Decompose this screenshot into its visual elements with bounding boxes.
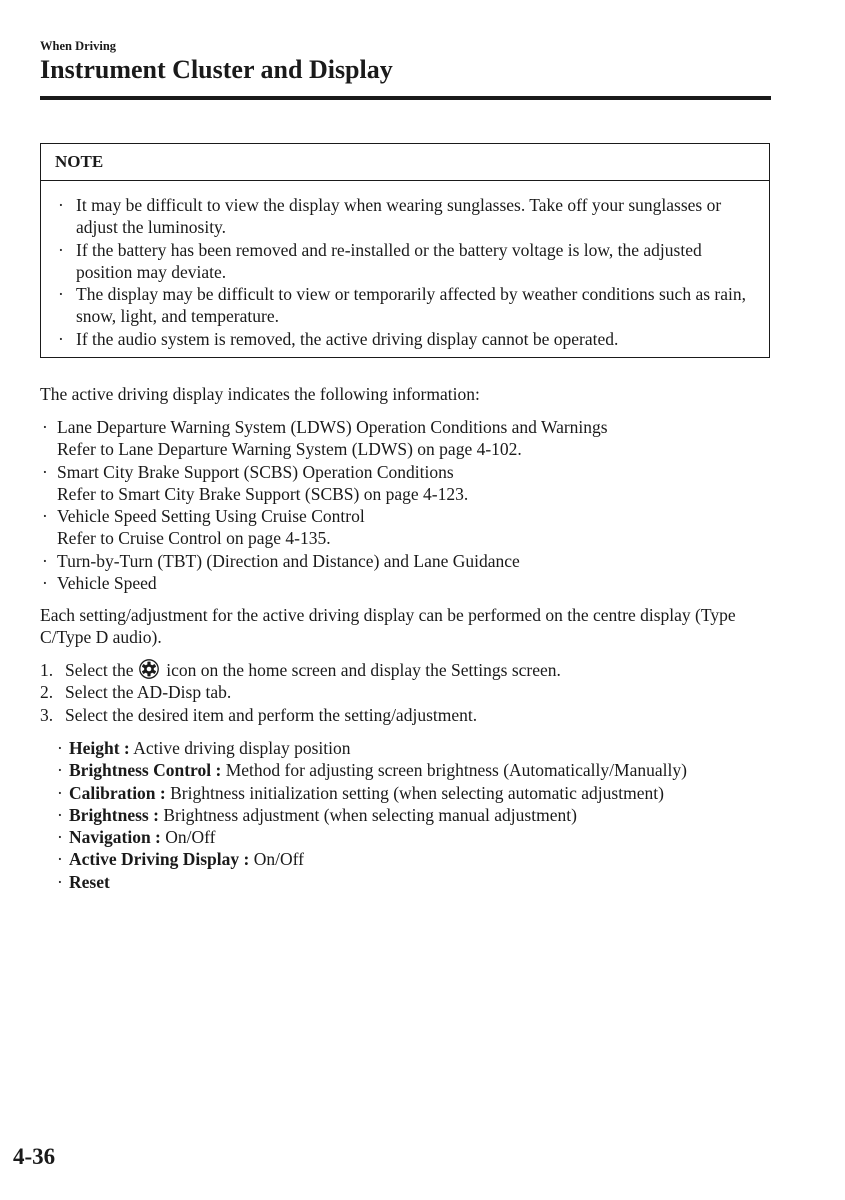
note-item bbox=[41, 328, 769, 350]
info-item bbox=[40, 505, 608, 550]
step-number: 1. bbox=[40, 660, 54, 680]
settings-item bbox=[40, 804, 687, 826]
setting-description: On/Off bbox=[253, 849, 304, 870]
settings-item bbox=[40, 759, 687, 781]
setting-name: Navigation : bbox=[69, 827, 161, 848]
info-text: Vehicle Speed bbox=[57, 573, 157, 594]
setting-name: Reset bbox=[69, 871, 110, 892]
bullet-mark: · bbox=[58, 195, 64, 215]
page-title: Instrument Cluster and Display bbox=[40, 55, 393, 84]
settings-gear-icon bbox=[139, 659, 159, 679]
note-text: If the battery has been removed and re-installed or the battery voltage is low, the adjusted position may deviate. bbox=[76, 239, 702, 282]
info-text: Smart City Brake Support (SCBS) Operation Conditions bbox=[57, 461, 454, 482]
bullet-mark: · bbox=[42, 417, 48, 437]
step-number: 2. bbox=[40, 682, 54, 703]
settings-item bbox=[40, 871, 687, 893]
step-text: Select the desired item and perform the setting/adjustment. bbox=[65, 704, 478, 725]
setting-description: Brightness adjustment (when selecting manual adjustment) bbox=[163, 804, 577, 825]
note-item bbox=[41, 239, 769, 284]
step-item bbox=[40, 681, 561, 703]
settings-intro: Each setting/adjustment for the active driving display can be performed on the centre display (Type C/Type D audio). bbox=[40, 605, 736, 648]
setting-name: Calibration : bbox=[69, 782, 166, 803]
setting-name: Brightness Control : bbox=[69, 760, 222, 781]
note-text: It may be difficult to view the display when wearing sunglasses. Take off your sunglasses or adjust the luminosity. bbox=[76, 195, 722, 238]
note-item bbox=[41, 194, 769, 239]
bullet-mark: · bbox=[57, 738, 63, 758]
bullet-mark: · bbox=[58, 239, 64, 260]
step-text: Select the bbox=[65, 660, 134, 680]
bullet-mark: · bbox=[42, 461, 48, 482]
page-number: 4-36 bbox=[13, 1144, 56, 1169]
setting-description: Active driving display position bbox=[133, 738, 351, 758]
bullet-mark: · bbox=[57, 804, 63, 825]
setting-name: Height : bbox=[69, 738, 130, 758]
settings-item bbox=[40, 782, 687, 804]
step-item bbox=[40, 704, 561, 726]
info-item bbox=[40, 461, 608, 506]
bullet-mark: · bbox=[57, 849, 63, 870]
bullet-mark: · bbox=[57, 871, 63, 892]
bullet-mark: · bbox=[58, 284, 64, 305]
bullet-mark: · bbox=[57, 760, 63, 781]
page-reference: Refer to Lane Departure Warning System (LDWS) on page 4-102. bbox=[57, 439, 522, 460]
settings-item bbox=[40, 848, 687, 870]
bullet-mark: · bbox=[42, 573, 48, 594]
bullet-mark: · bbox=[58, 328, 64, 349]
page-reference: Refer to Smart City Brake Support (SCBS) on page 4-123. bbox=[57, 483, 469, 504]
section-label: When Driving bbox=[40, 39, 117, 53]
bullet-mark: · bbox=[57, 782, 63, 803]
step-text: Select the AD-Disp tab. bbox=[65, 682, 232, 703]
info-item bbox=[40, 550, 608, 572]
info-item bbox=[40, 572, 608, 594]
info-list bbox=[40, 416, 608, 594]
title-rule bbox=[40, 96, 771, 100]
info-text: Lane Departure Warning System (LDWS) Operation Conditions and Warnings bbox=[57, 417, 608, 437]
note-text: The display may be difficult to view or temporarily affected by weather conditions such as rain, snow, light, and temperature. bbox=[76, 284, 746, 327]
settings-item bbox=[40, 737, 687, 759]
settings-items-list bbox=[40, 737, 687, 893]
page-reference: Refer to Cruise Control on page 4-135. bbox=[57, 528, 331, 549]
setting-name: Active Driving Display : bbox=[69, 849, 250, 870]
steps-list bbox=[40, 659, 561, 726]
info-item bbox=[40, 416, 608, 461]
step-item bbox=[40, 659, 561, 681]
settings-item bbox=[40, 826, 687, 848]
step-text: icon on the home screen and display the Settings screen. bbox=[166, 660, 561, 680]
note-heading: NOTE bbox=[41, 144, 769, 181]
info-intro: The active driving display indicates the following information: bbox=[40, 384, 480, 404]
setting-name: Brightness : bbox=[69, 804, 159, 825]
info-text: Vehicle Speed Setting Using Cruise Control bbox=[57, 506, 365, 527]
step-number: 3. bbox=[40, 704, 54, 725]
bullet-mark: · bbox=[42, 550, 48, 571]
info-text: Turn-by-Turn (TBT) (Direction and Distance) and Lane Guidance bbox=[57, 550, 520, 571]
note-list bbox=[41, 181, 769, 350]
setting-description: Brightness initialization setting (when selecting automatic adjustment) bbox=[170, 782, 664, 803]
setting-description: On/Off bbox=[165, 827, 216, 848]
setting-description: Method for adjusting screen brightness (Automatically/Manually) bbox=[225, 760, 687, 781]
note-box bbox=[40, 143, 770, 358]
bullet-mark: · bbox=[57, 827, 63, 848]
note-text: If the audio system is removed, the active driving display cannot be operated. bbox=[76, 328, 619, 349]
bullet-mark: · bbox=[42, 506, 48, 527]
note-item bbox=[41, 283, 769, 328]
